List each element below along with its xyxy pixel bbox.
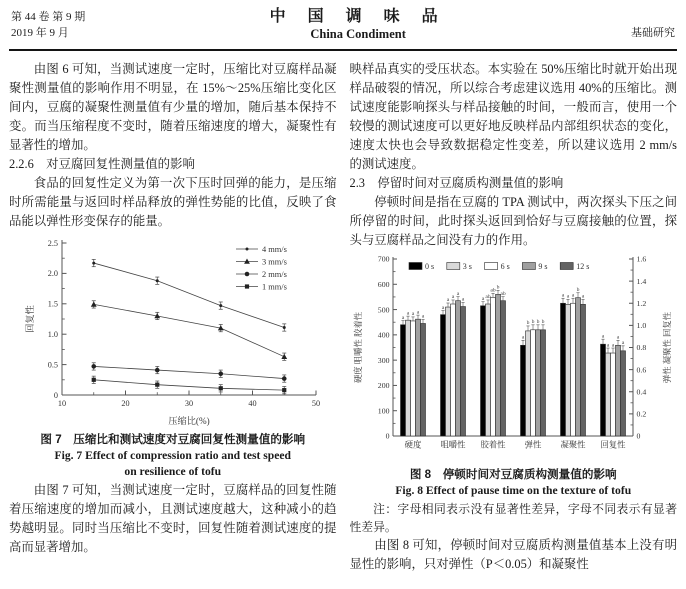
fig7-caption-en-line1: Fig. 7 Effect of compression ratio and test speed [54,449,291,462]
fig8-svg [351,252,675,464]
svg-text:ab: ab [490,287,496,294]
svg-text:0.8: 0.8 [636,343,647,353]
svg-text:b: b [576,286,580,293]
svg-text:弹性: 弹性 [524,440,542,450]
svg-text:ab: ab [500,290,506,297]
figure-8 [350,252,678,499]
fig8-note: 注：字母相同表示没有显著性差异，字母不同表示有显著性差异。 [349,502,677,534]
svg-text:30: 30 [184,399,193,408]
svg-text:a: a [607,342,610,349]
svg-text:a: a [602,333,605,340]
paragraph-fig6-discussion: 由图 6 可知，当测试速度一定时，压缩比对豆腐样品凝聚性测量值的影响作用不明显，在 15%～25%压缩比变化区间内，豆腐的凝聚性测量值有少量的增加，随后基本保持不变。而当压缩程度不变时，随着压缩速度的增大，凝聚性有显著性的增加。 [9,62,337,152]
svg-text:50: 50 [311,399,320,408]
svg-text:200: 200 [378,381,390,391]
fig8-caption-en: Fig. 8 Effect of pause time on the texture of tofu [395,484,632,497]
svg-text:a: a [402,314,405,321]
svg-text:1.6: 1.6 [636,254,647,264]
left-column [9,60,337,574]
paragraph-fig7-discussion: 由图 7 可知，当测试速度一定时，豆腐样品的回复性随着压缩速度的增加而减小，且测试速度越大，这种减小的趋势越明显。同时当压缩比不变时，回复性随着测试速度的提高而显著增加。 [9,483,337,554]
svg-text:4 mm/s: 4 mm/s [261,244,287,254]
figure-7 [9,233,337,480]
fig7-caption-en-line2: on resilience of tofu [124,465,222,478]
svg-text:2 mm/s: 2 mm/s [261,269,287,279]
svg-text:a: a [422,313,425,320]
fig8-bar-chart [350,252,678,464]
paragraph-pause-time-definition: 停顿时间是指在豆腐的 TPA 测试中，两次探头下压之间所停留的时间，此时探头返回到恰好与豆腐接触的位置，探头与豆腐样品之间没有力的作用。 [349,195,677,247]
svg-text:回复性: 回复性 [24,305,35,333]
paragraph-compression-recommendation: 映样品真实的受压状态。本实验在 50%压缩比时就开始出现样品破裂的情况，所以综合考虑建议选用 40%的压缩比。测试速度能影响探头与样品接触的时间，一般而言，使用一个较慢的测试速度可以更好地反映样品内部组织状态的变化，速度太快也会导致数据稳定性变差，所以建议选用 2 mm/s 的测试速度。 [349,62,677,171]
svg-text:12 s: 12 s [576,262,590,271]
fig7-svg [22,233,324,429]
svg-text:压缩比(%): 压缩比(%) [168,416,210,426]
svg-text:1.0: 1.0 [636,321,647,331]
volume-issue: 第 44 卷 第 9 期 [11,11,86,23]
svg-text:a: a [612,342,615,349]
svg-text:0.6: 0.6 [636,365,647,375]
svg-text:a: a [622,340,625,347]
svg-text:10: 10 [57,399,66,408]
journal-title-en: China Condiment [310,27,406,41]
svg-text:硬度: 硬度 [404,440,422,450]
svg-text:胶着性: 胶着性 [480,440,506,450]
svg-text:2.0: 2.0 [47,269,58,279]
svg-text:0.2: 0.2 [636,409,647,419]
svg-text:a: a [452,294,455,301]
fig7-caption-cn: 图 7 压缩比和测试速度对豆腐回复性测量值的影响 [40,433,306,446]
svg-text:弹性 凝聚性 回复性: 弹性 凝聚性 回复性 [663,311,673,384]
svg-text:a: a [462,296,465,303]
svg-text:a: a [522,334,525,341]
svg-text:9 s: 9 s [538,262,548,271]
svg-text:100: 100 [378,406,390,416]
svg-text:b: b [496,284,500,291]
svg-text:a: a [442,304,445,311]
svg-text:a: a [482,295,485,302]
svg-text:3 mm/s: 3 mm/s [261,257,287,267]
svg-text:a: a [457,290,460,297]
svg-text:1.2: 1.2 [636,298,647,308]
svg-text:1.5: 1.5 [47,299,58,309]
svg-text:a: a [407,310,410,317]
svg-text:a: a [582,293,585,300]
svg-text:6 s: 6 s [500,262,510,271]
svg-text:a: a [562,292,565,299]
svg-text:1.0: 1.0 [47,330,58,339]
fig8-caption-cn: 图 8 停顿时间对豆腐质构测量值的影响 [409,468,617,481]
svg-text:咀嚼性: 咀嚼性 [440,440,466,450]
paragraph-resilience-definition: 食品的回复性定义为第一次下压时回弹的能力，是压缩时所需能量与返回时样品释放的弹性势能的比值，反映了食品能以弹性形变保存的能量。 [9,176,337,228]
svg-text:a: a [447,297,450,304]
svg-text:ab: ab [485,294,491,301]
issue-date: 2019 年 9 月 [11,27,69,39]
section-heading-2-3: 2.3 停留时间对豆腐质构测量值的影响 [349,176,564,190]
svg-text:3 s: 3 s [463,262,473,271]
svg-text:500: 500 [378,305,390,315]
svg-text:a: a [617,334,620,341]
journal-header [9,6,677,51]
issue-info [11,9,85,41]
journal-title-block [85,8,631,42]
two-column-body [9,60,677,574]
svg-text:300: 300 [378,355,390,365]
svg-text:b: b [541,319,545,326]
svg-text:20: 20 [121,399,130,408]
svg-text:1.4: 1.4 [636,276,647,286]
svg-text:0: 0 [636,431,641,441]
svg-text:a: a [412,311,415,318]
svg-text:回复性: 回复性 [600,440,626,450]
svg-text:0: 0 [53,390,58,400]
svg-text:700: 700 [378,254,390,264]
svg-text:b: b [526,320,530,327]
svg-text:a: a [567,293,570,300]
fig7-line-chart [9,233,337,429]
svg-text:a: a [572,292,575,299]
svg-text:凝聚性: 凝聚性 [560,440,586,450]
right-column [350,60,678,574]
svg-text:400: 400 [378,330,390,340]
svg-text:0.4: 0.4 [636,387,647,397]
svg-text:a: a [417,309,420,316]
svg-text:0: 0 [385,431,390,441]
svg-text:1 mm/s: 1 mm/s [261,282,287,292]
svg-text:2.5: 2.5 [47,238,58,248]
svg-text:硬度 咀嚼性 胶着性: 硬度 咀嚼性 胶着性 [354,311,364,384]
svg-text:0 s: 0 s [425,262,435,271]
section-label: 基础研究 [631,27,675,39]
journal-title-cn: 中 国 调 味 品 [269,8,447,25]
svg-text:600: 600 [378,279,390,289]
section-heading-2-2-6: 2.2.6 对豆腐回复性测量值的影响 [9,157,195,171]
svg-text:0.5: 0.5 [47,360,58,370]
svg-text:b: b [536,319,540,326]
svg-text:40: 40 [248,399,257,408]
svg-text:b: b [531,319,535,326]
paragraph-fig8-discussion: 由图 8 可知，停顿时间对豆腐质构测量值基本上没有明显性的影响，只对弹性（P＜0.05）和凝聚性 [349,538,677,571]
